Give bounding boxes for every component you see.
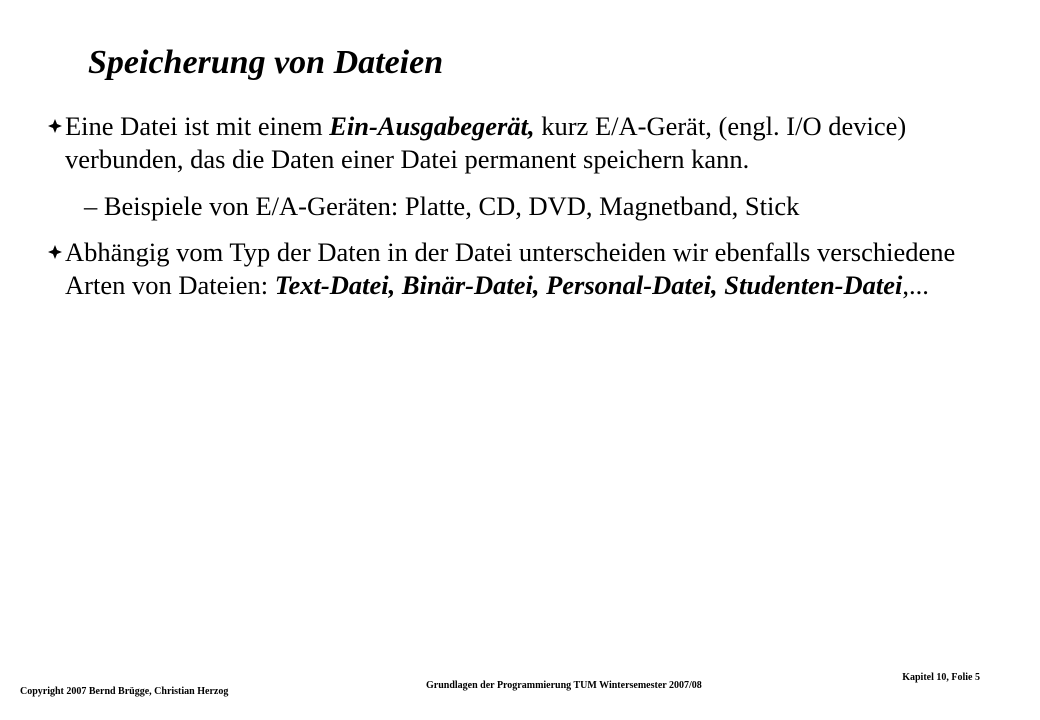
slide-title: Speicherung von Dateien xyxy=(88,44,444,81)
footer-copyright: Copyright 2007 Bernd Brügge, Christian Herzog xyxy=(20,686,229,697)
bullet-2-emphasis: Text-Datei, Binär-Datei, Personal-Datei, Studenten-Datei xyxy=(274,270,903,300)
bullet-item-1 xyxy=(48,110,1008,176)
diamond-bullet-icon xyxy=(48,245,62,259)
sub-bullet-1: – Beispiele von E/A-Geräten: Platte, CD, DVD, Magnetband, Stick xyxy=(84,191,800,221)
footer-course: Grundlagen der Programmierung TUM Wintersemester 2007/08 xyxy=(426,680,702,691)
bullet-1-part-2: kurz E/A-Gerät, (engl. I/O device) verbunden, das die Daten einer Datei permanent speichern kann. xyxy=(65,111,907,174)
bullet-1-emphasis: Ein-Ausgabegerät, xyxy=(329,111,535,141)
bullet-1-text xyxy=(65,110,1008,176)
diamond-bullet-icon xyxy=(48,119,62,133)
bullet-2-part-1: Abhängig vom Typ der Daten in der Datei unterscheiden wir ebenfalls verschiedene Arten von Dateien: xyxy=(65,237,956,300)
bullet-1-part-1: Eine Datei ist mit einem xyxy=(65,111,330,141)
footer-slide-number: Kapitel 10, Folie 5 xyxy=(902,672,980,683)
bullet-2-text xyxy=(65,236,1008,302)
bullet-2-part-2: ,... xyxy=(902,270,929,300)
bullet-item-2 xyxy=(48,236,1008,302)
